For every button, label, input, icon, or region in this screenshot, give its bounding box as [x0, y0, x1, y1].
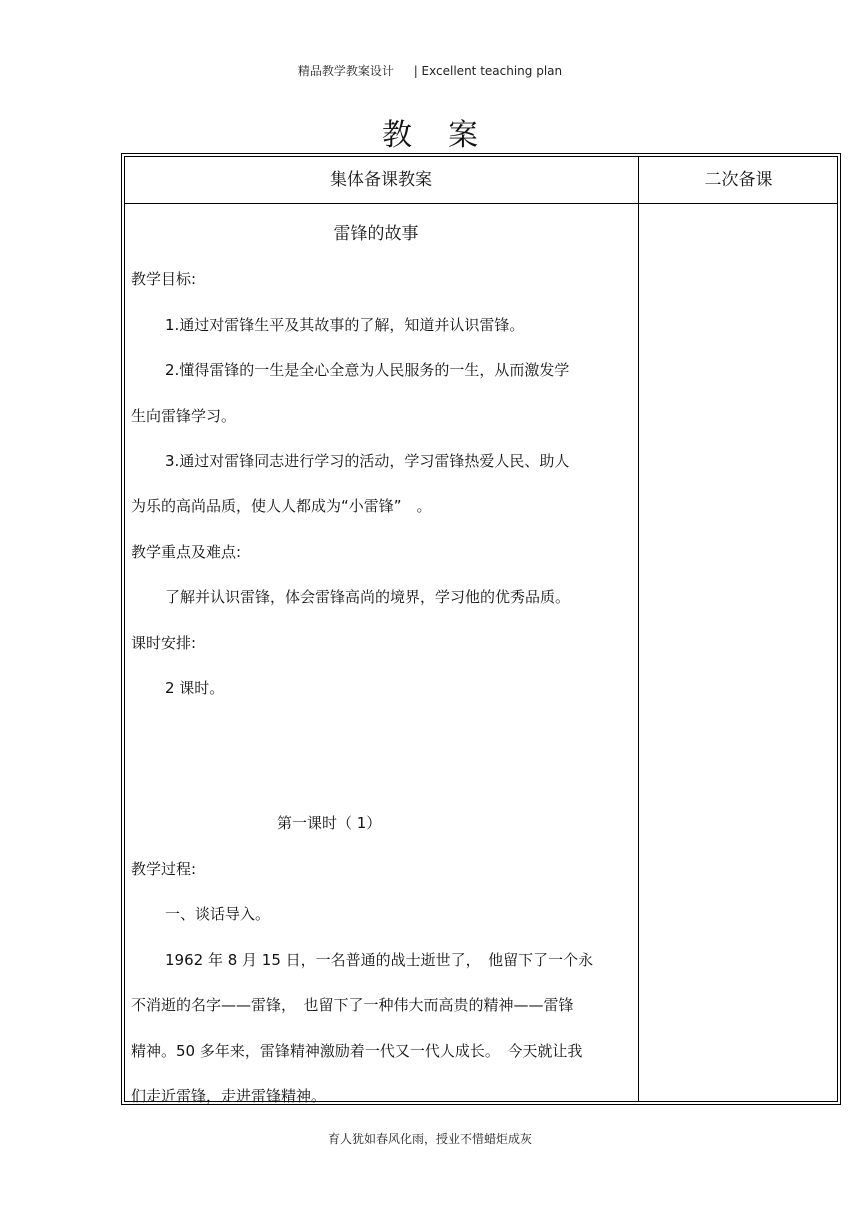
header-left-text: 精品教学教案设计	[297, 64, 394, 78]
paragraph-line-2: 不消逝的名字——雷锋， 也留下了一种伟大而高贵的精神——雷锋	[131, 996, 574, 1015]
paragraph-line-3: 精神。50 多年来，雷锋精神激励着一代又一代人成长。 今天就让我	[131, 1041, 583, 1060]
page-footer: 育人犹如春风化雨，授业不惜蜡炬成灰	[327, 1132, 532, 1146]
paragraph-line-4: 们走近雷锋，走进雷锋精神。	[131, 1086, 327, 1105]
lesson-title: 雷锋的故事	[333, 224, 419, 244]
step-1: 一、谈话导入。	[165, 905, 271, 924]
goal-3-line-1: 3.通过对雷锋同志进行学习的活动，学习雷锋热爱人民、助人	[165, 452, 570, 471]
schedule-heading: 课时安排:	[131, 633, 197, 652]
period-title: 第一课时（ 1）	[277, 814, 382, 833]
lesson-content	[131, 212, 631, 1119]
header-right-text: | Excellent teaching plan	[413, 64, 563, 78]
column-header-second-plan: 二次备课	[704, 170, 773, 190]
schedule-text: 2 课时。	[165, 679, 225, 698]
column-divider	[638, 156, 639, 1102]
goal-2-line-1: 2.懂得雷锋的一生是全心全意为人民服务的一生，从而激发学	[165, 361, 570, 380]
paragraph-line-1: 1962 年 8 月 15 日，一名普通的战士逝世了， 他留下了一个永	[165, 950, 594, 969]
goal-3-line-2: 为乐的高尚品质，使人人都成为“小雷锋” 。	[131, 497, 432, 516]
page-header	[0, 62, 860, 79]
key-points-heading: 教学重点及难点:	[131, 542, 242, 561]
goal-2-line-2: 生向雷锋学习。	[131, 406, 237, 425]
goals-heading: 教学目标:	[131, 270, 197, 289]
goal-1: 1.通过对雷锋生平及其故事的了解，知道并认识雷锋。	[165, 315, 525, 334]
process-heading: 教学过程:	[131, 859, 197, 878]
key-points-text: 了解并认识雷锋，体会雷锋高尚的境界，学习他的优秀品质。	[165, 588, 571, 607]
header-row-divider	[124, 203, 838, 204]
column-header-collective-plan: 集体备课教案	[330, 170, 432, 190]
document-title: 教案	[382, 118, 514, 153]
spacer	[131, 711, 631, 801]
